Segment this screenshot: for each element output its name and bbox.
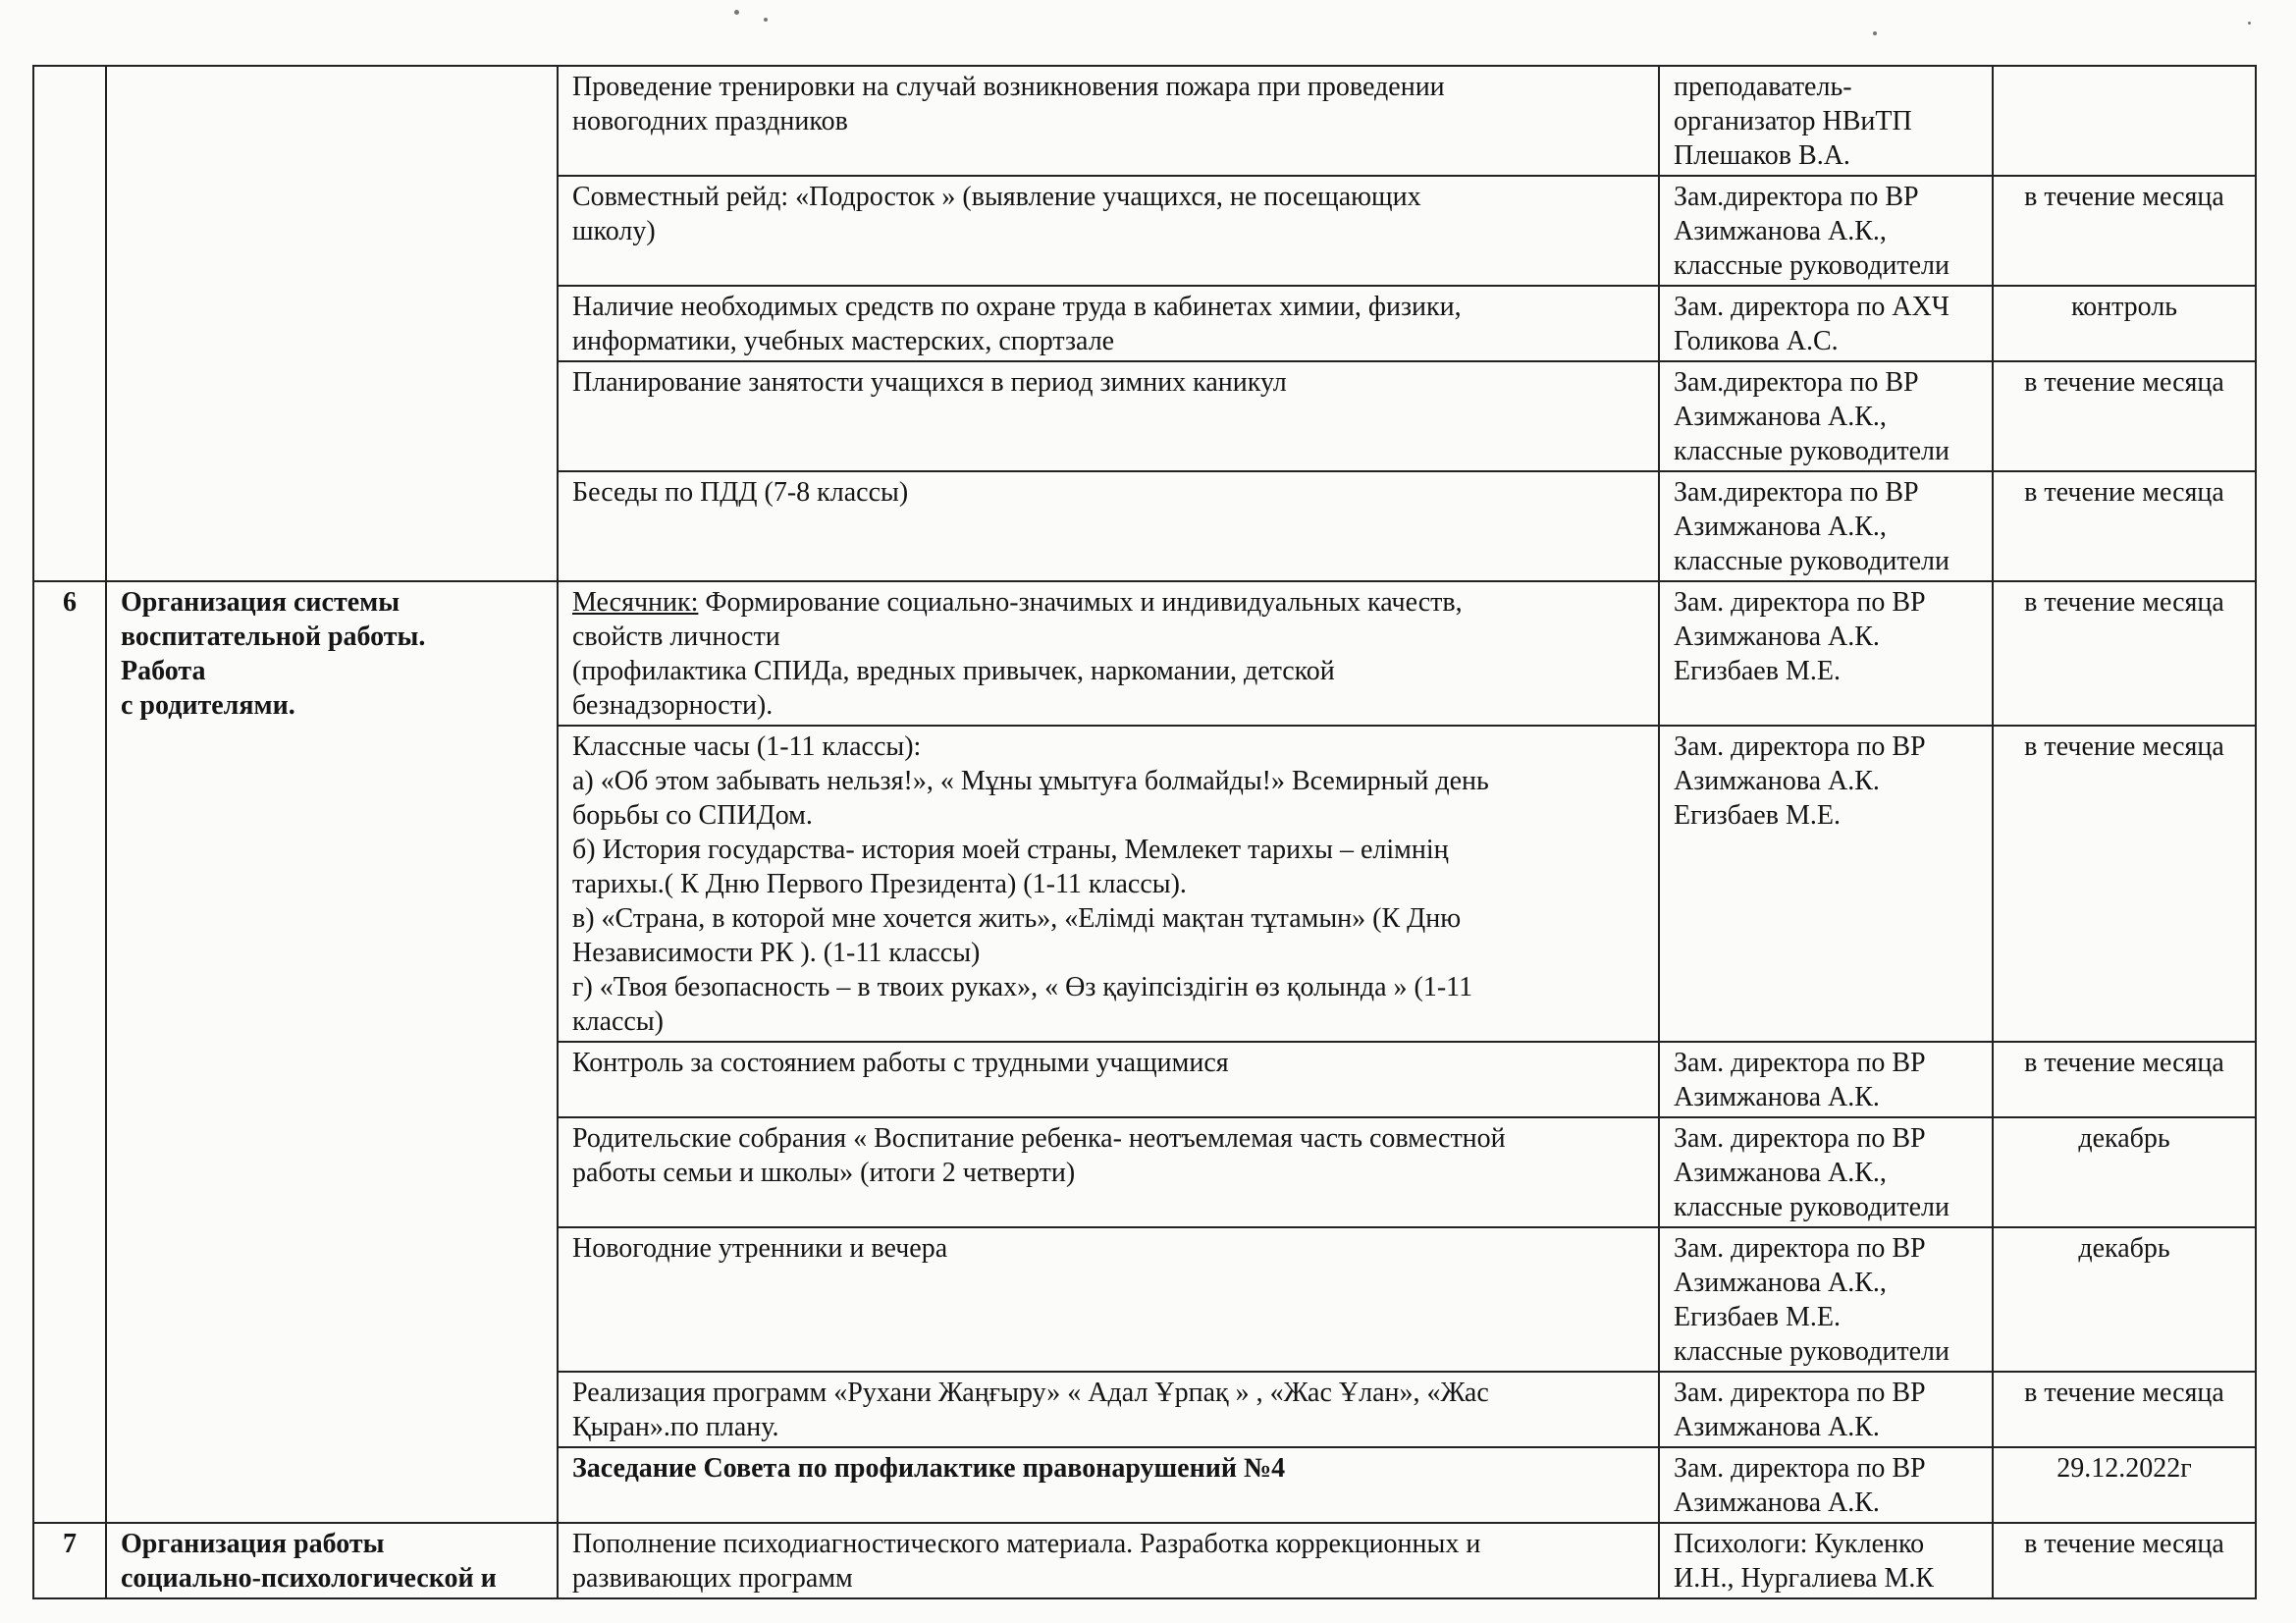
text-line: Реализация программ «Рухани Жаңғыру» « Адал Ұрпақ » , «Жас Ұлан», «Жас [572, 1378, 1489, 1408]
text-line: классные руководители [1674, 1336, 1949, 1367]
text-line: Азимжанова А.К. [1674, 1082, 1880, 1112]
term-text: в течение месяца [2024, 477, 2224, 508]
term-text: в течение месяца [2024, 367, 2224, 398]
table-body [33, 66, 2256, 1598]
term-text: в течение месяца [2024, 182, 2224, 212]
term-text: декабрь [2078, 1233, 2170, 1264]
section-title-cell [106, 66, 558, 581]
text-line: Классные часы (1-11 классы): [572, 731, 922, 762]
table-row [33, 1523, 2256, 1598]
text-line: классные руководители [1674, 250, 1949, 281]
term-cell [1993, 1042, 2256, 1117]
text-line: Совместный рейд: «Подросток » (выявление учащихся, не посещающих [572, 182, 1421, 212]
term-cell [1993, 1117, 2256, 1227]
text-line: (профилактика СПИДа, вредных привычек, наркомании, детской [572, 656, 1335, 686]
term-text: в течение месяца [2024, 1048, 2224, 1078]
scan-speck [734, 10, 739, 15]
text-line: безнадзорности). [572, 690, 774, 721]
event-cell [558, 471, 1659, 581]
event-cell [558, 1117, 1659, 1227]
event-cell [558, 176, 1659, 286]
event-cell [558, 1447, 1659, 1523]
text-line: И.Н., Нургалиева М.К [1674, 1563, 1935, 1594]
section-number-cell [33, 1523, 106, 1598]
term-cell [1993, 66, 2256, 176]
event-cell [558, 1227, 1659, 1372]
section-title-cell [106, 581, 558, 1523]
text-line: работы семьи и школы» (итоги 2 четверти) [572, 1158, 1076, 1188]
event-cell [558, 1372, 1659, 1447]
text-line: Организация системы [121, 587, 400, 618]
text-line: Психологи: Кукленко [1674, 1529, 1925, 1559]
event-text: Формирование социально-значимых и индивидуальных качеств, [698, 587, 1463, 618]
text-line: информатики, учебных мастерских, спортзале [572, 326, 1115, 356]
responsible-cell [1659, 361, 1993, 471]
responsible-cell [1659, 1523, 1993, 1598]
text-line: свойств личности [572, 622, 780, 652]
event-cell [558, 581, 1659, 726]
text-line: классные руководители [1674, 546, 1949, 576]
event-cell [558, 1042, 1659, 1117]
text-line: Зам.директора по ВР [1674, 477, 1919, 508]
text-line: Планирование занятости учащихся в период зимних каникул [572, 367, 1287, 398]
text-line: Проведение тренировки на случай возникновения пожара при проведении [572, 72, 1445, 102]
responsible-cell [1659, 1117, 1993, 1227]
responsible-cell [1659, 176, 1993, 286]
text-line: борьбы со СПИДом. [572, 800, 813, 831]
term-text: декабрь [2078, 1123, 2170, 1154]
text-line: Голикова А.С. [1674, 326, 1839, 356]
text-line: преподаватель- [1674, 72, 1852, 102]
text-line: Егизбаев М.Е. [1674, 1302, 1841, 1332]
term-text: 29.12.2022г [2056, 1453, 2192, 1484]
text-line: Азимжанова А.К., [1674, 1158, 1887, 1188]
text-line: Работа [121, 656, 206, 686]
text-line: Заседание Совета по профилактике правонарушений №4 [572, 1453, 1286, 1484]
text-line: Наличие необходимых средств по охране труда в кабинетах химии, физики, [572, 292, 1462, 322]
responsible-cell [1659, 581, 1993, 726]
section-number-cell [33, 581, 106, 1523]
event-plan-table [32, 65, 2257, 1599]
text-line: Азимжанова А.К., [1674, 1268, 1887, 1298]
scan-speck [1873, 31, 1877, 35]
term-cell [1993, 1447, 2256, 1523]
responsible-cell [1659, 286, 1993, 361]
text-line: Пополнение психодиагностического материала. Разработка коррекционных и [572, 1529, 1481, 1559]
text-line: Қыран».по плану. [572, 1412, 779, 1442]
text-line [572, 585, 1644, 620]
text-line: Контроль за состоянием работы с трудными учащимися [572, 1048, 1229, 1078]
responsible-cell [1659, 1042, 1993, 1117]
text-line: Егизбаев М.Е. [1674, 800, 1841, 831]
event-cell [558, 726, 1659, 1042]
event-cell [558, 361, 1659, 471]
event-cell [558, 286, 1659, 361]
text-line: Азимжанова А.К. [1674, 1412, 1880, 1442]
text-line: Зам.директора по ВР [1674, 367, 1919, 398]
scan-speck [764, 18, 768, 22]
text-line: Азимжанова А.К., [1674, 216, 1887, 246]
text-line: школу) [572, 216, 656, 246]
section-number: 6 [63, 587, 77, 618]
section-number: 7 [63, 1529, 77, 1559]
text-line: воспитательной работы. [121, 622, 426, 652]
term-cell [1993, 471, 2256, 581]
term-cell [1993, 1227, 2256, 1372]
section-title-cell [106, 1523, 558, 1598]
text-line: новогодних праздников [572, 106, 848, 136]
text-line: Новогодние утренники и вечера [572, 1233, 948, 1264]
text-line: с родителями. [121, 690, 295, 721]
term-cell [1993, 1523, 2256, 1598]
table-row [33, 581, 2256, 726]
text-line: Зам. директора по ВР [1674, 1453, 1926, 1484]
section-number-cell [33, 66, 106, 581]
text-line: Зам. директора по ВР [1674, 1233, 1926, 1264]
responsible-cell [1659, 726, 1993, 1042]
text-line: г) «Твоя безопасность – в твоих руках», « Өз қауіпсіздігін өз қолында » (1-11 [572, 972, 1473, 1002]
text-line: Егизбаев М.Е. [1674, 656, 1841, 686]
text-line: Азимжанова А.К., [1674, 402, 1887, 432]
text-line: б) История государства- история моей страны, Мемлекет тарихы – елімнің [572, 835, 1449, 865]
text-line: Зам. директора по ВР [1674, 1123, 1926, 1154]
text-line: Азимжанова А.К., [1674, 512, 1887, 542]
text-line: Организация работы [121, 1529, 385, 1559]
text-line: классные руководители [1674, 436, 1949, 466]
term-cell [1993, 286, 2256, 361]
text-line: Зам. директора по ВР [1674, 1048, 1926, 1078]
term-text: контроль [2070, 292, 2178, 322]
event-cell [558, 1523, 1659, 1598]
text-line: социально-психологической и [121, 1563, 497, 1594]
responsible-cell [1659, 1227, 1993, 1372]
text-line: Плешаков В.А. [1674, 140, 1850, 171]
text-line: Зам. директора по ВР [1674, 587, 1926, 618]
term-cell [1993, 176, 2256, 286]
term-cell [1993, 581, 2256, 726]
term-text: в течение месяца [2024, 731, 2224, 762]
text-line: Азимжанова А.К. [1674, 766, 1880, 796]
text-line: Зам.директора по ВР [1674, 182, 1919, 212]
term-cell [1993, 726, 2256, 1042]
text-line: организатор НВиТП [1674, 106, 1912, 136]
scan-speck [2248, 22, 2251, 25]
term-cell [1993, 1372, 2256, 1447]
term-text: в течение месяца [2024, 587, 2224, 618]
text-line: Зам. директора по ВР [1674, 1378, 1926, 1408]
responsible-cell [1659, 471, 1993, 581]
responsible-cell [1659, 66, 1993, 176]
text-line: тарихы.( К Дню Первого Президента) (1-11 классы). [572, 869, 1187, 899]
text-line: классы) [572, 1006, 664, 1037]
term-text: в течение месяца [2024, 1529, 2224, 1559]
responsible-cell [1659, 1447, 1993, 1523]
text-line: Зам. директора по ВР [1674, 731, 1926, 762]
event-prefix: Месячник: [572, 587, 699, 618]
text-line: а) «Об этом забывать нельзя!», « Мұны ұмытуға болмайды!» Всемирный день [572, 766, 1489, 796]
text-line: развивающих программ [572, 1563, 853, 1594]
text-line: Родительские собрания « Воспитание ребенка- неотъемлемая часть совместной [572, 1123, 1506, 1154]
table-row [33, 66, 2256, 176]
responsible-cell [1659, 1372, 1993, 1447]
term-text: в течение месяца [2024, 1378, 2224, 1408]
text-line: классные руководители [1674, 1192, 1949, 1222]
text-line: в) «Страна, в которой мне хочется жить», «Елімді мақтан тұтамын» (К Дню [572, 903, 1462, 934]
text-line: Независимости РК ). (1-11 классы) [572, 938, 981, 968]
text-line: Азимжанова А.К. [1674, 622, 1880, 652]
term-cell [1993, 361, 2256, 471]
event-cell [558, 66, 1659, 176]
text-line: Беседы по ПДД (7-8 классы) [572, 477, 909, 508]
text-line: Азимжанова А.К. [1674, 1488, 1880, 1518]
text-line: Зам. директора по АХЧ [1674, 292, 1949, 322]
